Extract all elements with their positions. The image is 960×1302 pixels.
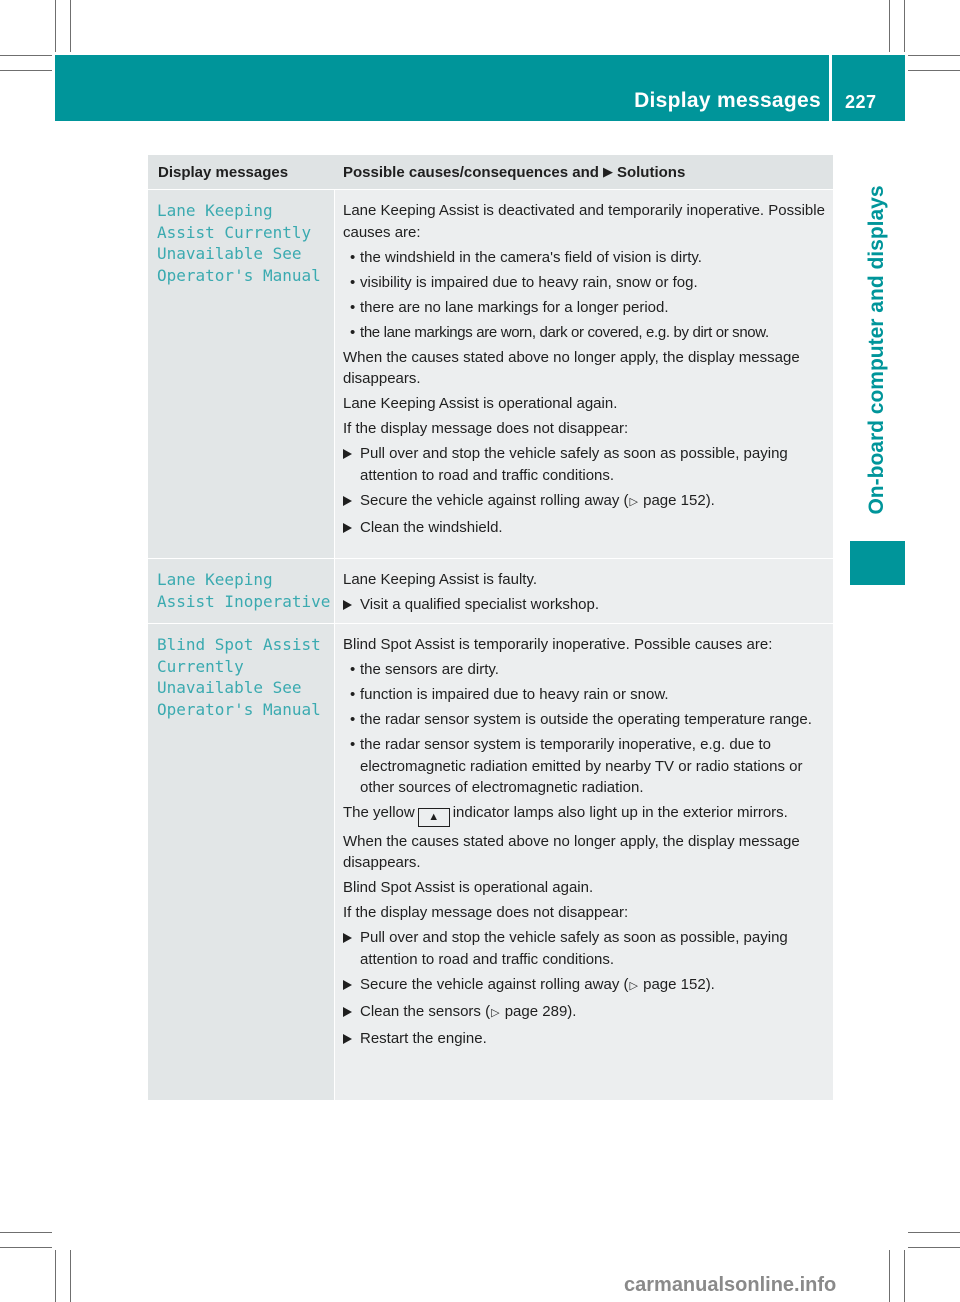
column-header-messages: Display messages <box>158 163 289 181</box>
step-text: Clean the sensors ( <box>360 1002 491 1020</box>
paragraph: Lane Keeping Assist is operational again. <box>343 395 618 412</box>
message-line: Assist Currently <box>157 222 312 242</box>
page-reference[interactable]: page 152). <box>643 491 715 509</box>
paragraph-text: indicator lamps also light up in the exterior mirrors. <box>452 804 788 821</box>
crop-mark <box>908 70 960 71</box>
crop-mark <box>70 1250 71 1302</box>
header-divider <box>829 55 832 121</box>
watermark: carmanualsonline.info <box>624 1274 837 1296</box>
paragraph-text: The yellow <box>343 804 415 821</box>
page-reference[interactable]: page 152). <box>643 975 715 993</box>
bullet-item: • function is impaired due to heavy rain or snow. <box>343 684 827 706</box>
bullet-item: • the sensors are dirty. <box>343 659 827 681</box>
message-line: Unavailable See <box>157 244 302 263</box>
crop-mark <box>908 55 960 56</box>
bullet-item: • the lane markings are worn, dark or covered, e.g. by dirt or snow. <box>343 322 827 344</box>
paragraph: When the causes stated above no longer apply, the display message disappears. <box>343 348 800 387</box>
message-line: Operator's Manual <box>157 265 321 285</box>
message-line: Lane Keeping <box>157 570 273 589</box>
paragraph: Lane Keeping Assist is deactivated and temporarily inoperative. Possible causes are: <box>343 202 825 241</box>
column-header-causes <box>335 164 833 181</box>
crop-mark <box>904 1250 905 1302</box>
bullet-item: • the radar sensor system is temporarily inoperative, e.g. due to electromagnetic radiation emitted by nearby TV or radio stations or other sources of electromagnetic radiation. <box>343 734 827 799</box>
solution-step: Clean the windshield. <box>343 517 827 539</box>
page-header <box>55 55 905 121</box>
bullet-item: • the radar sensor system is outside the operating temperature range. <box>343 709 827 731</box>
page-title: Display messages <box>634 89 821 112</box>
column-header-causes-text: Possible causes/consequences and <box>343 163 599 181</box>
crop-mark <box>70 0 71 52</box>
bullet-item: • visibility is impaired due to heavy rain, snow or fog. <box>343 272 827 294</box>
table-row <box>148 189 833 558</box>
message-line: Assist Inoperative <box>157 591 331 611</box>
page-reference[interactable]: page 289). <box>504 1002 577 1020</box>
causes-cell <box>335 624 833 1100</box>
solution-step <box>343 1001 827 1025</box>
crop-mark <box>0 55 52 56</box>
crop-mark <box>889 0 890 52</box>
message-line: Currently <box>157 656 244 676</box>
paragraph: Blind Spot Assist is operational again. <box>343 879 594 896</box>
crop-mark <box>55 0 56 52</box>
causes-cell <box>335 559 833 623</box>
solution-step: Restart the engine. <box>343 1028 827 1050</box>
message-line: Blind Spot Assist <box>157 635 321 654</box>
step-text: Secure the vehicle against rolling away ( <box>360 491 629 509</box>
solution-arrow-icon: ▶ <box>602 164 613 179</box>
column-header-solutions-text: Solutions <box>616 163 686 181</box>
table-row <box>148 558 833 623</box>
solution-step: Pull over and stop the vehicle safely as soon as possible, paying attention to road and traffic conditions. <box>343 443 827 486</box>
display-message-cell <box>148 624 335 1100</box>
solution-step <box>343 490 827 514</box>
page-ref-arrow-icon: ▷ <box>491 1006 500 1019</box>
solution-step: Pull over and stop the vehicle safely as soon as possible, paying attention to road and traffic conditions. <box>343 927 827 970</box>
crop-mark <box>0 1232 52 1233</box>
crop-mark <box>904 0 905 52</box>
page-ref-arrow-icon: ▷ <box>629 495 638 508</box>
paragraph <box>343 802 827 827</box>
table-row <box>148 623 833 1100</box>
paragraph: When the causes stated above no longer apply, the display message disappears. <box>343 832 800 871</box>
paragraph: Blind Spot Assist is temporarily inoperative. Possible causes are: <box>343 636 773 653</box>
crop-mark <box>908 1247 960 1248</box>
display-message-cell <box>148 559 335 623</box>
crop-mark <box>0 1247 52 1248</box>
crop-mark <box>55 1250 56 1302</box>
table-header <box>148 155 833 189</box>
page-ref-arrow-icon: ▷ <box>629 979 638 992</box>
bullet-item: • there are no lane markings for a longer period. <box>343 297 827 319</box>
solution-step: Visit a qualified specialist workshop. <box>343 594 827 616</box>
crop-mark <box>908 1232 960 1233</box>
blind-spot-warning-icon: ▲ <box>418 808 450 827</box>
message-line: Operator's Manual <box>157 699 321 719</box>
crop-mark <box>0 70 52 71</box>
paragraph: If the display message does not disappear: <box>343 904 629 921</box>
paragraph: If the display message does not disappear: <box>343 420 629 437</box>
display-message-cell <box>148 190 335 558</box>
causes-cell <box>335 190 833 558</box>
solution-step <box>343 974 827 998</box>
page-number: 227 <box>845 92 877 112</box>
display-messages-table <box>148 155 833 1100</box>
section-tab-marker <box>850 541 905 585</box>
section-tab-label: On-board computer and displays <box>865 185 888 515</box>
step-text: Secure the vehicle against rolling away ( <box>360 975 629 993</box>
paragraph: Lane Keeping Assist is faulty. <box>343 571 538 588</box>
message-line: Unavailable See <box>157 678 302 697</box>
crop-mark <box>889 1250 890 1302</box>
message-line: Lane Keeping <box>157 201 273 220</box>
bullet-item: • the windshield in the camera's field of vision is dirty. <box>343 247 827 269</box>
